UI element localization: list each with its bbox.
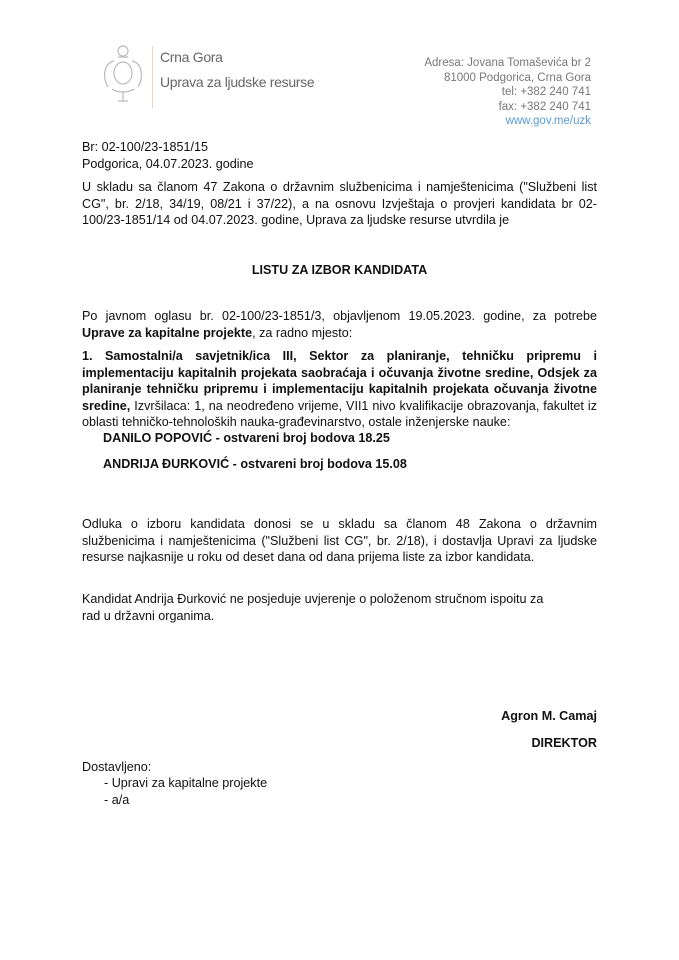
candidate-item: DANILO POPOVIĆ - ostvareni broj bodova 18.25 <box>103 431 390 445</box>
address-line: fax: +382 240 741 <box>498 100 591 113</box>
employer-name: Uprave za kapitalne projekte <box>82 325 253 340</box>
header-divider <box>152 46 153 108</box>
oglas-text: Po javnom oglasu br. 02-100/23-1851/3, objavljenom 19.05.2023. godine, za potrebe <box>82 309 597 323</box>
position-title: 1. Samostalni/a savjetnik/ica III, Sektor za planiranje, tehničku pripremu i implementaciju kapitalnih projekata saobraćaja i očuvanja životne sredine, Odsjek za planiranje tehničku pripremu i implementaciju kapitalnih projekata očuvanja životne sredine, <box>82 349 597 413</box>
position-details: Izvršilaca: 1, na neodređeno vrijeme, VII1 nivo kvalifikacije obrazovanja, fakultet iz oblasti tehničko-tehnoloških nauka-građevinarstvo, ostale inženjerske nauke: <box>82 398 597 429</box>
coat-of-arms-logo <box>100 43 146 109</box>
doc-number: Br: 02-100/23-1851/15 <box>82 140 209 154</box>
delivered-item: - Upravi za kapitalne projekte <box>104 776 268 790</box>
position-paragraph <box>82 348 597 431</box>
address-line: tel: +382 240 741 <box>501 86 591 98</box>
org-country: Crna Gora <box>160 49 223 65</box>
intro-paragraph: U skladu sa članom 47 Zakona o državnim službenicima i namještenicima ("Službeni list CG", br. 2/18, 34/19, 08/21 i 37/22), a na osnovu Izvještaja o provjeri kandidata br 02-100/23-1851/14 od 04.07.2023. godine, Uprava za ljudske resurse utvrdila je <box>82 180 597 227</box>
note-paragraph: Kandidat Andrija Đurković ne posjeduje uvjerenje o položenom stručnom ispoitu za rad u državni organima. <box>82 592 544 623</box>
signatory-title: DIREKTOR <box>531 736 597 750</box>
oglas-paragraph <box>82 308 597 341</box>
org-name: Uprava za ljudske resurse <box>160 74 315 90</box>
delivered-list <box>82 775 597 808</box>
website-link[interactable]: www.gov.me/uzk <box>505 115 591 127</box>
signatory-name: Agron M. Camaj <box>501 709 597 723</box>
oglas-text: , za radno mjesto: <box>252 325 353 340</box>
delivered-label: Dostavljeno: <box>82 760 152 774</box>
decision-paragraph: Odluka o izboru kandidata donosi se u skladu sa članom 48 Zakona o državnim službenicima i namještenicima ("Službeni list CG", br. 2/18), i dostavlja Upravi za ljudske resurse najkasnije u roku od deset dana od dana prijema liste za izbor kandidata. <box>82 517 597 564</box>
address-line: Adresa: Jovana Tomaševića br 2 <box>424 57 591 69</box>
delivered-item: - a/a <box>104 792 130 807</box>
address-block <box>424 56 591 129</box>
candidate-item: ANDRIJA ĐURKOVIĆ - ostvareni broj bodova 15.08 <box>103 457 407 471</box>
address-line: 81000 Podgorica, Crna Gora <box>443 71 591 84</box>
doc-place-date: Podgorica, 04.07.2023. godine <box>82 157 254 171</box>
doc-title: LISTU ZA IZBOR KANDIDATA <box>251 263 428 277</box>
